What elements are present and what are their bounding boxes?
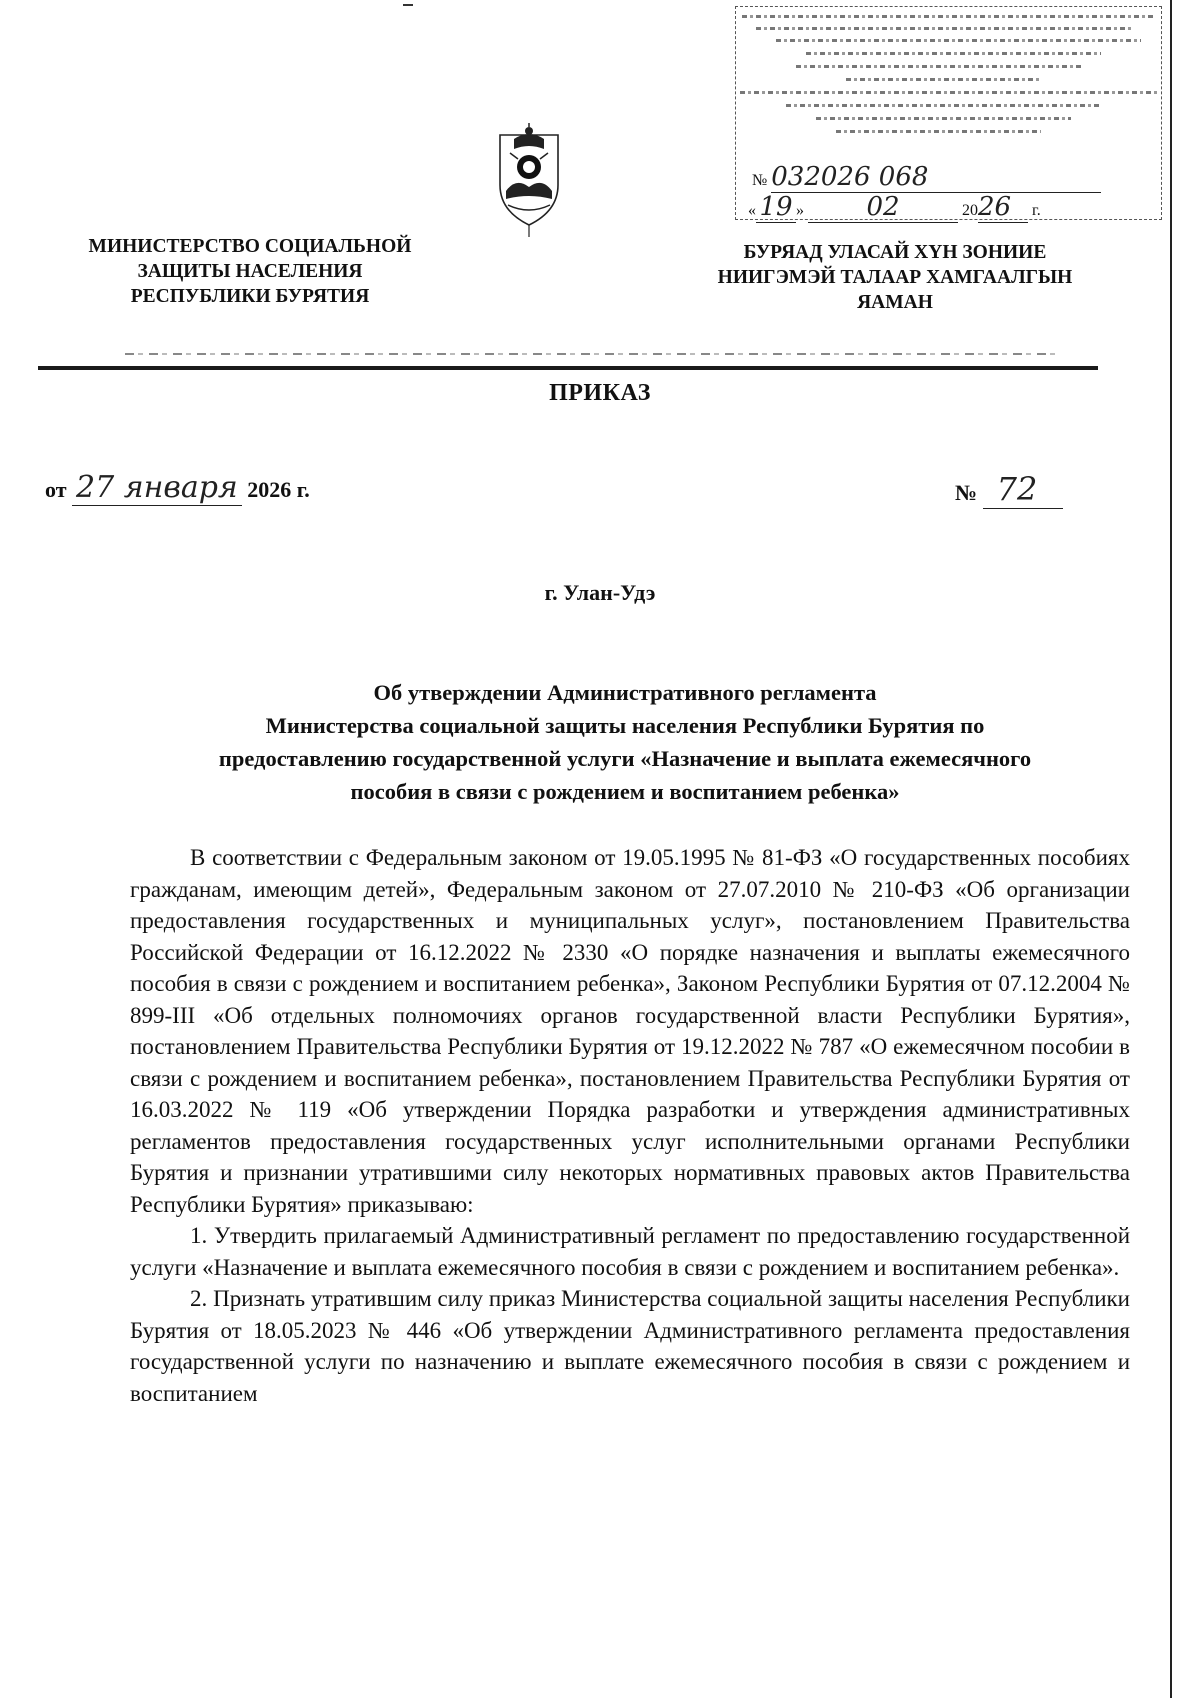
order-date (45, 470, 310, 505)
stamp-date-year: 26 (978, 192, 1028, 223)
city-name: г. Улан-Удэ (544, 580, 656, 605)
scan-edge (1170, 0, 1172, 1698)
subject-line: Об утверждении Административного регламента (373, 680, 877, 705)
number-label: № (955, 480, 978, 505)
date-year: 2026 г. (247, 477, 310, 502)
ministry-name-buryat (685, 240, 1105, 315)
number-handwritten: 72 (983, 470, 1064, 509)
ministry-name-line: РЕСПУБЛИКИ БУРЯТИЯ (130, 286, 370, 307)
header-divider-thin (125, 353, 1060, 355)
ministry-name-line: МИНИСТЕРСТВО СОЦИАЛЬНОЙ (88, 236, 412, 257)
ministry-name-line: БУРЯАД УЛАСАЙ ХYН ЗОНИИЕ (743, 242, 1047, 263)
order-subject (120, 676, 1130, 808)
header-divider-thick (38, 366, 1098, 370)
stamp-date-day: 19 (756, 192, 796, 223)
ministry-name-line: ЗАЩИТЫ НАСЕЛЕНИЯ (137, 261, 363, 282)
order-clause-1: 1. Утвердить прилагаемый Административный регламент по предоставлению государственной услуги «Назначение и выплата ежемесячного пособия в связи с рождением и воспитанием ребенка». (130, 1223, 1130, 1280)
stamp-date-suffix: г. (1032, 202, 1041, 219)
preamble-paragraph: В соответствии с Федеральным законом от 19.05.1995 № 81-ФЗ «О государственных пособиях гражданам, имеющим детей», Федеральным законом от 27.07.2010 № 210-ФЗ «Об организации предоставления государственных и муниципальных услуг», постановлением Правительства Российской Федерации от 16.12.2022 № 2330 «О порядке назначения и выплаты ежемесячного пособия в связи с рождением и воспитанием ребенка», Законом Республики Бурятия от 07.12.2004 № 899-III «Об отдельных полномочиях органов государственной власти Республики Бурятия», постановлением Правительства Республики Бурятия от 19.12.2022 № 787 «О ежемесячном пособии в связи с рождением и воспитанием ребенка», постановлением Правительства Республики Бурятия от 16.03.2022 № 119 «Об утверждении Порядка разработки и утверждения административных регламентов предоставления государственных услуг исполнительными органами Республики Бурятия и признании утратившими силу некоторых нормативных правовых актов Правительства Республики Бурятия» приказываю: (130, 845, 1130, 1217)
order-clause-2: 2. Признать утратившим силу приказ Министерства социальной защиты населения Республики Бурятия от 18.05.2023 № 446 «Об утверждении Административного регламента предоставления государственной услуги по назначению и выплате ежемесячного пособия в связи с рождением и воспитанием (130, 1286, 1130, 1406)
subject-line: предоставлению государственной услуги «Назначение и выплата ежемесячного (218, 746, 1032, 771)
subject-line: Министерства социальной защиты населения Республики Бурятия по (265, 713, 985, 738)
stamp-number-value: 032026 068 (771, 162, 1101, 193)
document-type-title: ПРИКАЗ (549, 380, 651, 406)
ministry-name-line: ЯАМАН (857, 292, 933, 313)
registration-stamp (735, 6, 1162, 220)
ministry-name-line: НИИГЭМЭЙ ТАЛААР ХАМГААЛГЫН (717, 267, 1073, 288)
subject-line: пособия в связи с рождением и воспитанием ребенка» (350, 779, 900, 804)
stamp-registration-number (752, 162, 1101, 193)
coat-of-arms-emblem (496, 113, 562, 241)
order-body (130, 842, 1130, 1409)
date-handwritten: 27 января (72, 470, 242, 506)
order-number (955, 470, 1063, 508)
stamp-number-label: № (752, 172, 768, 189)
ministry-name-russian (65, 234, 435, 309)
stamp-date-month: 02 (808, 192, 958, 223)
scan-mark (403, 4, 413, 6)
stamp-date-year-prefix: 20 (962, 202, 978, 219)
date-prefix: от (45, 477, 67, 502)
stamp-registration-date: « 19 » 02 2026 г. (748, 192, 1041, 222)
